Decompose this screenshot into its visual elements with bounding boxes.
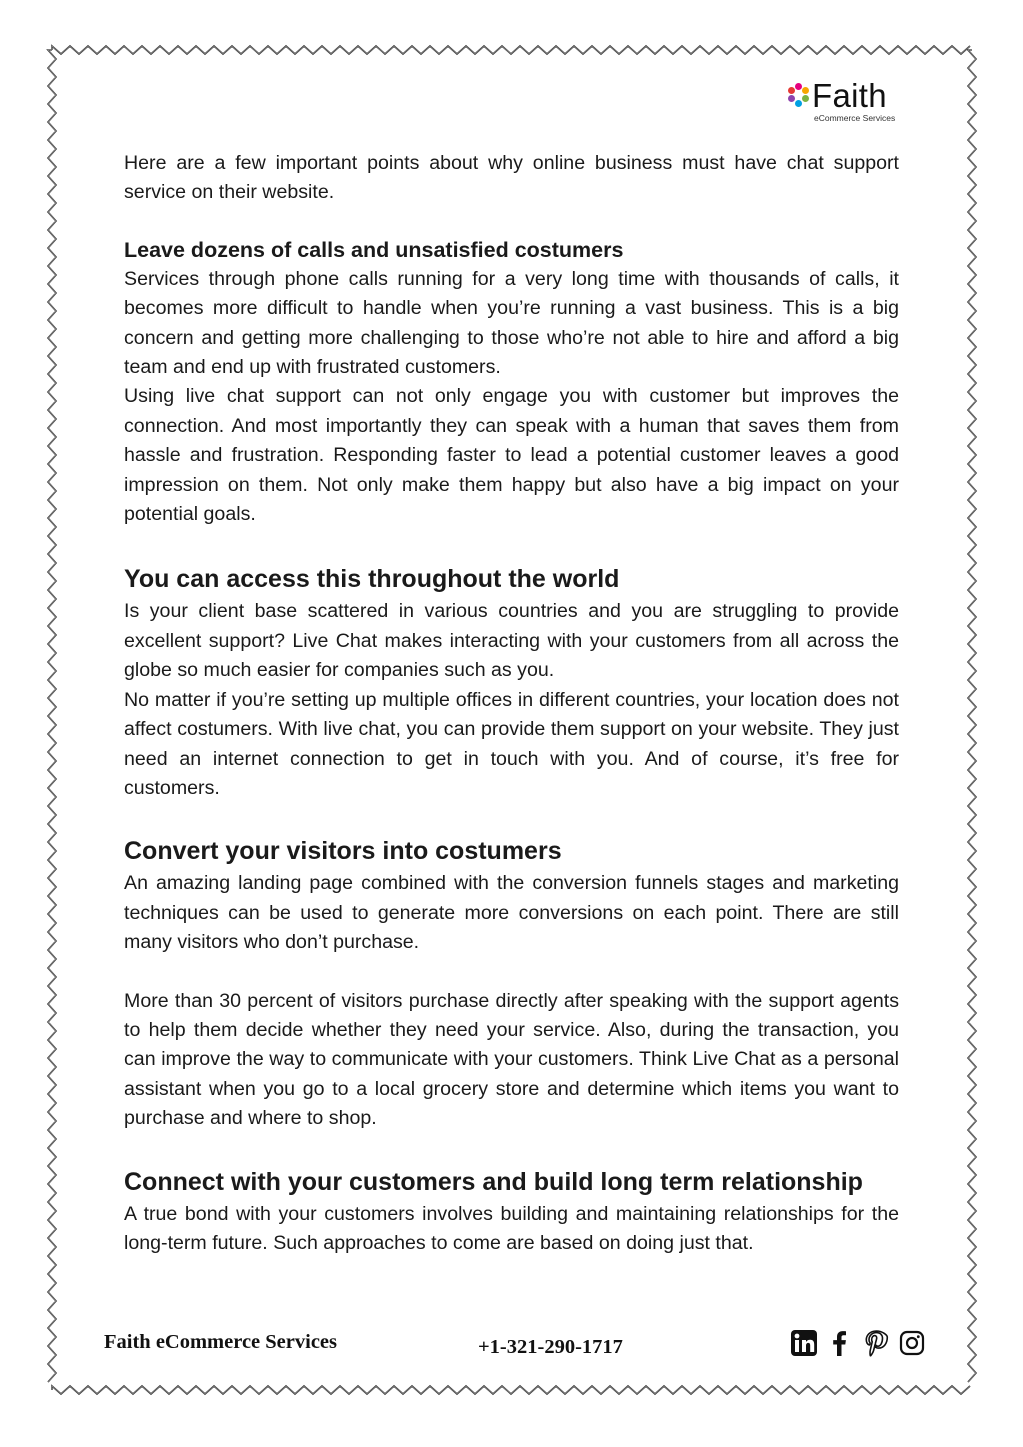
footer-company-name: Faith eCommerce Services bbox=[104, 1331, 337, 1353]
section-paragraph: A true bond with your customers involves building and maintaining relationships for the long-term future. Such approaches to come are based on doing just that. bbox=[124, 1202, 899, 1254]
section-paragraph: Services through phone calls running for a very long time with thousands of calls, it becomes more difficult to handle when you’re running a vast business. This is a big concern and getting more challenging to those who’re not able to hire and afford a big team and end up with frustrated customers. bbox=[124, 267, 899, 379]
logo-wordmark: Faith bbox=[812, 77, 887, 114]
section-heading: Convert your visitors into costumers bbox=[124, 837, 562, 866]
facebook-icon[interactable] bbox=[826, 1329, 854, 1357]
section-heading: Leave dozens of calls and unsatisfied costumers bbox=[124, 237, 624, 262]
section-paragraph: An amazing landing page combined with the conversion funnels stages and marketing techniques can be used to generate more conversions on each point. There are still many visitors who don’t purchase. bbox=[124, 872, 899, 954]
pinterest-icon[interactable] bbox=[862, 1329, 890, 1357]
faith-logo bbox=[788, 77, 903, 126]
logo-petal bbox=[802, 87, 809, 94]
logo-petal bbox=[795, 100, 802, 107]
section-heading: Connect with your customers and build long term relationship bbox=[124, 1167, 863, 1196]
section-heading: You can access this throughout the world bbox=[124, 565, 620, 594]
logo-petal bbox=[795, 83, 802, 90]
section-paragraph: No matter if you’re setting up multiple offices in different countries, your location does not affect costumers. With live chat, you can provide them support on your website. They just need an internet connection to get in touch with you. And of course, it’s free for customers. bbox=[124, 688, 899, 799]
logo-subtitle: eCommerce Services bbox=[814, 113, 896, 123]
intro-paragraph: Here are a few important points about why online business must have chat support service on their website. bbox=[124, 152, 899, 204]
instagram-icon[interactable] bbox=[898, 1329, 926, 1357]
logo-petal bbox=[788, 87, 795, 94]
section-paragraph: More than 30 percent of visitors purchase directly after speaking with the support agents to help them decide whether they need your service. Also, during the transaction, you can improve the way to communicate with your customers. Think Live Chat as a personal assistant when you go to a local grocery store and determine which items you want to purchase and where to shop. bbox=[124, 989, 899, 1130]
section-paragraph: Using live chat support can not only engage you with customer but improves the connection. And most importantly they can speak with a human that saves them from hassle and frustration. Responding faster to lead a potential customer leaves a good impression on them. Not only make them happy but also have a big impact on your potential goals. bbox=[124, 385, 899, 526]
article-body bbox=[124, 149, 899, 1258]
logo-petal bbox=[802, 95, 809, 102]
section-paragraph: Is your client base scattered in various countries and you are struggling to provide excellent support? Live Chat makes interacting with your customers from all across the globe so much easier for companies such as you. bbox=[124, 600, 899, 682]
logo-petal bbox=[788, 95, 795, 102]
linkedin-icon[interactable] bbox=[790, 1329, 818, 1357]
footer-phone-number[interactable]: +1-321-290-1717 bbox=[478, 1336, 623, 1358]
